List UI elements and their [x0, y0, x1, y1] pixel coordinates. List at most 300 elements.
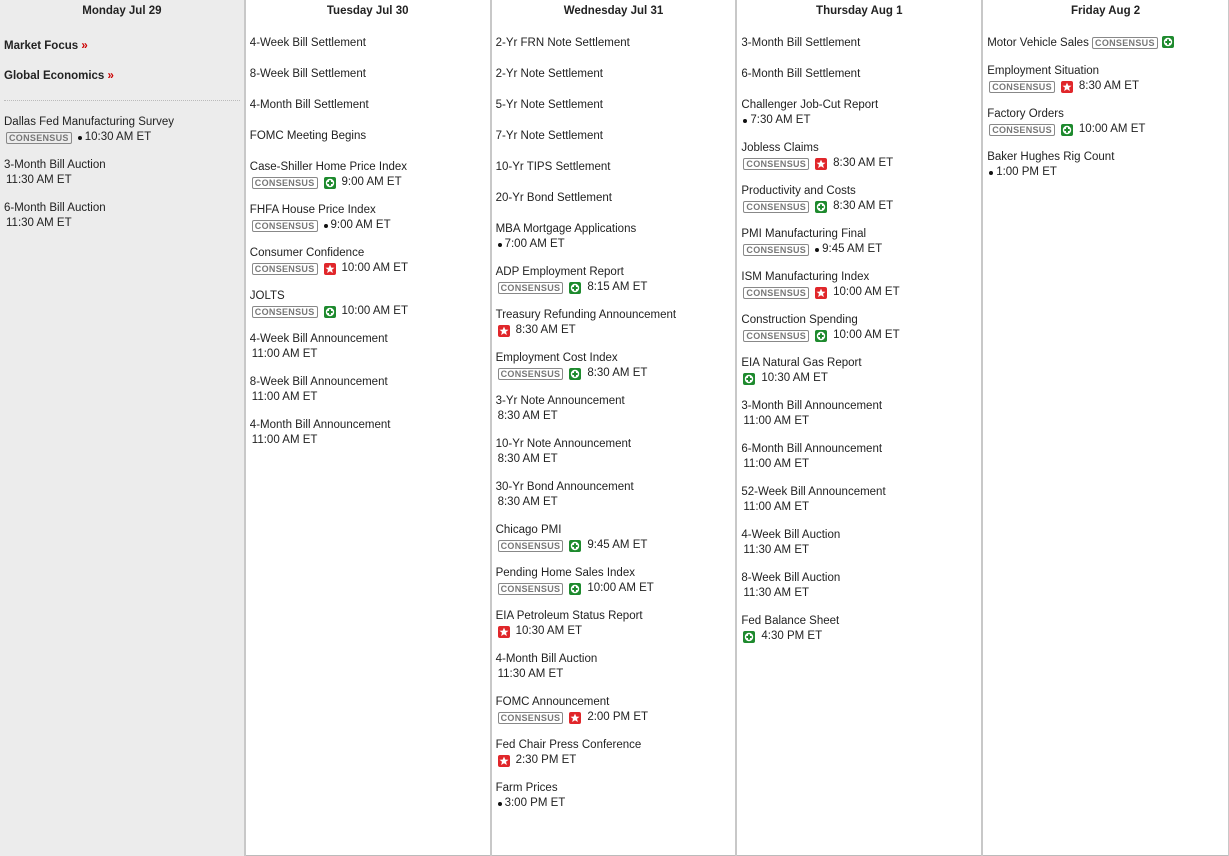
event-item[interactable] [4, 158, 240, 188]
event-name[interactable] [496, 609, 732, 624]
event-name-text[interactable]: Chicago PMI [495, 524, 562, 536]
day-header: Monday Jul 29 [82, 5, 162, 17]
event-item[interactable] [496, 695, 732, 725]
event-item[interactable] [4, 115, 240, 145]
event-name-text[interactable]: 5-Yr Note Settlement [495, 99, 603, 111]
event-name-text[interactable]: Challenger Job-Cut Report [741, 99, 879, 111]
event-item[interactable] [250, 98, 486, 113]
event-time: 1:00 PM ET [996, 166, 1057, 178]
event-name-text[interactable]: 10-Yr TIPS Settlement [495, 161, 611, 173]
event-time: 11:00 AM ET [743, 458, 810, 470]
event-time: 7:30 AM ET [750, 114, 811, 126]
event-item[interactable] [741, 141, 977, 171]
event-item[interactable] [741, 270, 977, 300]
event-name[interactable] [250, 289, 486, 304]
green-plus-icon [569, 282, 581, 294]
event-time: 11:30 AM ET [743, 587, 810, 599]
event-name[interactable] [987, 64, 1224, 79]
event-time: 10:00 AM ET [341, 262, 408, 274]
consensus-badge[interactable]: CONSENSUS [743, 158, 809, 170]
event-name-text[interactable]: 8-Week Bill Auction [741, 572, 841, 584]
consensus-badge[interactable]: CONSENSUS [252, 220, 318, 232]
event-name-text[interactable]: 2-Yr FRN Note Settlement [495, 37, 630, 49]
event-name-text[interactable]: EIA Petroleum Status Report [495, 610, 643, 622]
event-name[interactable] [4, 115, 240, 130]
event-time: 8:30 AM ET [515, 324, 576, 336]
event-name-text[interactable]: Fed Balance Sheet [741, 615, 840, 627]
red-star-icon [815, 287, 827, 299]
event-name-text[interactable]: 20-Yr Bond Settlement [495, 192, 612, 204]
event-name[interactable] [741, 485, 977, 500]
event-name[interactable] [741, 528, 977, 543]
event-item[interactable] [496, 129, 732, 144]
event-name-text[interactable]: Motor Vehicle Sales [987, 37, 1089, 49]
event-item[interactable] [250, 289, 486, 319]
event-time: 11:00 AM ET [251, 391, 318, 403]
event-meta [496, 495, 732, 510]
event-name[interactable] [496, 695, 732, 710]
event-name-text[interactable]: 8-Week Bill Settlement [249, 68, 366, 80]
event-name[interactable] [741, 67, 977, 82]
event-item[interactable] [250, 332, 486, 362]
event-item[interactable] [496, 67, 732, 82]
event-name[interactable] [496, 160, 732, 175]
event-item[interactable] [496, 222, 732, 252]
event-time: 10:00 AM ET [587, 582, 654, 594]
event-name[interactable] [496, 652, 732, 667]
event-name[interactable] [250, 418, 486, 433]
event-time: 10:00 AM ET [1078, 123, 1146, 135]
red-star-icon [1061, 81, 1073, 93]
event-name-text[interactable]: 4-Week Bill Announcement [249, 333, 388, 345]
event-meta [250, 175, 486, 190]
event-meta [987, 165, 1224, 180]
event-item[interactable] [987, 150, 1224, 180]
event-name[interactable] [741, 141, 977, 156]
event-name[interactable] [496, 351, 732, 366]
event-time: 11:30 AM ET [6, 174, 72, 186]
event-meta [4, 173, 240, 188]
event-item[interactable] [741, 571, 977, 601]
event-meta [496, 796, 732, 811]
event-item[interactable] [496, 394, 732, 424]
event-item[interactable] [741, 485, 977, 515]
event-time: 2:30 PM ET [515, 754, 577, 766]
day-events [246, 22, 490, 448]
event-meta [250, 218, 486, 233]
event-name[interactable] [496, 523, 732, 538]
event-time: 11:00 AM ET [251, 434, 318, 446]
red-star-icon [498, 755, 510, 767]
event-meta [496, 237, 732, 252]
event-name[interactable] [741, 356, 977, 371]
event-name-text[interactable]: 4-Month Bill Announcement [249, 419, 391, 431]
event-name[interactable] [496, 129, 732, 144]
event-time: 8:30 AM ET [833, 200, 894, 212]
event-meta [987, 122, 1224, 137]
event-item[interactable] [987, 36, 1224, 51]
consensus-badge[interactable]: CONSENSUS [252, 177, 318, 189]
event-item[interactable] [250, 129, 486, 144]
event-name-text[interactable]: EIA Natural Gas Report [741, 357, 862, 369]
day-column-monday-jul-29 [0, 0, 246, 856]
event-name[interactable] [4, 201, 240, 216]
event-time: 10:00 AM ET [341, 305, 408, 317]
event-name-text[interactable]: Dallas Fed Manufacturing Survey [4, 116, 175, 128]
event-name-text[interactable]: FHFA House Price Index [249, 204, 376, 216]
event-meta [741, 242, 977, 257]
event-name-text[interactable]: MBA Mortgage Applications [495, 223, 637, 235]
green-plus-icon [569, 368, 581, 380]
event-item[interactable] [496, 523, 732, 553]
event-item[interactable] [496, 480, 732, 510]
event-name-text[interactable]: Factory Orders [987, 108, 1064, 120]
consensus-badge[interactable]: CONSENSUS [498, 540, 564, 552]
event-name-text[interactable]: Case-Shiller Home Price Index [249, 161, 408, 173]
event-item[interactable] [496, 781, 732, 811]
event-name[interactable] [496, 36, 732, 51]
consensus-badge[interactable]: CONSENSUS [498, 712, 564, 724]
event-item[interactable] [741, 98, 977, 128]
day-events [0, 22, 244, 231]
double-chevron-icon: » [81, 40, 88, 52]
event-time: 8:30 AM ET [587, 367, 648, 379]
section-divider [4, 100, 240, 101]
event-name[interactable] [987, 36, 1224, 51]
event-item[interactable] [741, 313, 977, 343]
red-star-icon [324, 263, 336, 275]
event-item[interactable] [496, 566, 732, 596]
red-star-icon [498, 325, 510, 337]
event-item[interactable] [741, 528, 977, 558]
event-time: 10:30 AM ET [84, 131, 152, 143]
event-item[interactable] [250, 36, 486, 51]
event-name-text[interactable]: 6-Month Bill Auction [4, 202, 106, 214]
event-time: 2:00 PM ET [587, 711, 649, 723]
bullet-dot-icon [78, 136, 82, 140]
event-name-text[interactable]: Employment Situation [987, 65, 1100, 77]
event-item[interactable] [496, 191, 732, 206]
event-time: 10:30 AM ET [515, 625, 583, 637]
event-name-text[interactable]: PMI Manufacturing Final [741, 228, 867, 240]
event-time: 9:00 AM ET [341, 176, 402, 188]
consensus-badge[interactable]: CONSENSUS [498, 583, 564, 595]
event-meta [4, 130, 240, 145]
event-item[interactable] [250, 246, 486, 276]
event-name[interactable] [250, 203, 486, 218]
event-item[interactable] [741, 184, 977, 214]
green-plus-icon [569, 540, 581, 552]
event-item[interactable] [496, 652, 732, 682]
event-name-text[interactable]: 4-Week Bill Settlement [249, 37, 366, 49]
event-name[interactable] [741, 98, 977, 113]
bullet-dot-icon [498, 243, 502, 247]
red-star-icon [498, 626, 510, 638]
event-name[interactable] [250, 375, 486, 390]
day-events [737, 22, 981, 644]
consensus-badge[interactable]: CONSENSUS [252, 263, 318, 275]
consensus-badge[interactable]: CONSENSUS [743, 201, 809, 213]
event-name-text[interactable]: Productivity and Costs [741, 185, 856, 197]
event-name[interactable] [496, 265, 732, 280]
consensus-badge[interactable]: CONSENSUS [743, 244, 809, 256]
consensus-badge[interactable]: CONSENSUS [252, 306, 318, 318]
event-time: 11:30 AM ET [743, 544, 810, 556]
event-name[interactable] [496, 394, 732, 409]
event-name[interactable] [741, 442, 977, 457]
event-name[interactable] [987, 150, 1224, 165]
event-name[interactable] [741, 399, 977, 414]
event-name[interactable] [496, 222, 732, 237]
event-name-text[interactable]: ADP Employment Report [495, 266, 624, 278]
event-meta [741, 414, 977, 429]
event-name-text[interactable]: 10-Yr Note Announcement [495, 438, 632, 450]
consensus-badge[interactable]: CONSENSUS [743, 287, 809, 299]
event-name-text[interactable]: Fed Chair Press Conference [495, 739, 642, 751]
event-name-text[interactable]: 3-Month Bill Announcement [741, 400, 883, 412]
event-name[interactable] [741, 184, 977, 199]
double-chevron-icon: » [107, 70, 114, 82]
consensus-badge[interactable]: CONSENSUS [989, 81, 1055, 93]
event-name[interactable] [987, 107, 1224, 122]
event-item[interactable] [741, 399, 977, 429]
event-name-text[interactable]: 4-Month Bill Settlement [249, 99, 369, 111]
event-meta [496, 753, 732, 768]
link-global-economics[interactable] [4, 70, 240, 84]
event-name-text[interactable]: Employment Cost Index [495, 352, 618, 364]
event-name-text[interactable]: Treasury Refunding Announcement [495, 309, 677, 321]
event-name-text[interactable]: ISM Manufacturing Index [741, 271, 870, 283]
red-star-icon [815, 158, 827, 170]
consensus-badge[interactable]: CONSENSUS [989, 124, 1055, 136]
event-name[interactable] [496, 308, 732, 323]
consensus-badge[interactable]: CONSENSUS [498, 368, 564, 380]
event-item[interactable] [250, 160, 486, 190]
event-time: 11:00 AM ET [251, 348, 318, 360]
event-time: 9:45 AM ET [587, 539, 648, 551]
day-column-thursday-aug-1 [737, 0, 983, 856]
event-name[interactable] [496, 191, 732, 206]
event-item[interactable] [741, 614, 977, 644]
event-name-text[interactable]: 6-Month Bill Settlement [741, 68, 861, 80]
green-plus-icon [569, 583, 581, 595]
event-meta [250, 261, 486, 276]
event-time: 11:30 AM ET [6, 217, 72, 229]
event-name-text[interactable]: Jobless Claims [741, 142, 819, 154]
event-item[interactable] [741, 36, 977, 51]
event-meta [250, 390, 486, 405]
event-time: 9:00 AM ET [330, 219, 391, 231]
day-header: Friday Aug 2 [1070, 5, 1141, 17]
event-item[interactable] [496, 265, 732, 295]
event-time: 4:30 PM ET [761, 630, 823, 642]
event-item[interactable] [250, 418, 486, 448]
bullet-dot-icon [815, 248, 819, 252]
consensus-badge[interactable]: CONSENSUS [6, 132, 72, 144]
event-item[interactable] [496, 437, 732, 467]
event-item[interactable] [496, 36, 732, 51]
event-item[interactable] [250, 67, 486, 82]
event-meta [496, 710, 732, 725]
event-name[interactable] [250, 129, 486, 144]
event-name[interactable] [496, 738, 732, 753]
event-name-text[interactable]: Baker Hughes Rig Count [987, 151, 1115, 163]
day-header: Thursday Aug 1 [816, 5, 903, 17]
event-name[interactable] [741, 227, 977, 242]
event-name[interactable] [741, 614, 977, 629]
day-events [492, 22, 736, 811]
event-meta [741, 371, 977, 386]
event-time: 10:00 AM ET [833, 286, 900, 298]
event-name-text[interactable]: 3-Month Bill Auction [4, 159, 106, 171]
event-name-text[interactable]: Construction Spending [741, 314, 858, 326]
event-name[interactable] [250, 332, 486, 347]
event-time: 3:00 PM ET [504, 797, 566, 809]
event-meta [4, 216, 240, 231]
event-item[interactable] [987, 107, 1224, 137]
day-column-wednesday-jul-31 [492, 0, 738, 856]
event-meta [741, 586, 977, 601]
event-name-text[interactable]: FOMC Meeting Begins [249, 130, 367, 142]
event-item[interactable] [741, 356, 977, 386]
event-item[interactable] [250, 375, 486, 405]
event-name-text[interactable]: 6-Month Bill Announcement [741, 443, 883, 455]
event-meta [496, 667, 732, 682]
event-time: 10:30 AM ET [761, 372, 828, 384]
green-plus-icon [1061, 124, 1073, 136]
link-market-focus[interactable] [4, 40, 240, 54]
green-plus-icon [815, 330, 827, 342]
consensus-badge[interactable]: CONSENSUS [1092, 37, 1158, 49]
event-item[interactable] [496, 160, 732, 175]
event-meta [496, 452, 732, 467]
green-plus-icon [324, 306, 336, 318]
bullet-dot-icon [324, 224, 328, 228]
day-events [983, 22, 1228, 180]
event-name-text[interactable]: JOLTS [249, 290, 285, 302]
event-name-text[interactable]: 3-Month Bill Settlement [741, 37, 861, 49]
event-name[interactable] [496, 480, 732, 495]
event-time: 8:15 AM ET [587, 281, 648, 293]
day-column-friday-aug-2 [983, 0, 1229, 856]
event-name-text[interactable]: 52-Week Bill Announcement [741, 486, 886, 498]
event-item[interactable] [496, 308, 732, 338]
event-item[interactable] [496, 609, 732, 639]
event-name[interactable] [250, 160, 486, 175]
event-item[interactable] [250, 203, 486, 233]
event-item[interactable] [496, 351, 732, 381]
event-meta [250, 304, 486, 319]
event-meta [496, 366, 732, 381]
event-meta [741, 457, 977, 472]
green-plus-icon [1162, 36, 1174, 48]
event-name[interactable] [4, 158, 240, 173]
event-meta [741, 199, 977, 214]
event-meta [741, 156, 977, 171]
event-name[interactable] [741, 571, 977, 586]
event-name[interactable] [741, 270, 977, 285]
event-item[interactable] [741, 227, 977, 257]
event-meta [250, 347, 486, 362]
event-item[interactable] [496, 98, 732, 113]
event-name[interactable] [250, 36, 486, 51]
consensus-badge[interactable]: CONSENSUS [498, 282, 564, 294]
event-name-text[interactable]: 7-Yr Note Settlement [495, 130, 603, 142]
bullet-dot-icon [743, 119, 747, 123]
bullet-dot-icon [989, 171, 993, 175]
event-meta [496, 409, 732, 424]
day-header: Tuesday Jul 30 [326, 5, 409, 17]
event-name[interactable] [496, 781, 732, 796]
event-name-text[interactable]: Farm Prices [495, 782, 558, 794]
day-header: Wednesday Jul 31 [563, 5, 664, 17]
event-name-text[interactable]: Pending Home Sales Index [495, 567, 635, 579]
link-label[interactable]: Market Focus [4, 40, 79, 52]
event-meta [496, 323, 732, 338]
event-name[interactable] [250, 98, 486, 113]
event-name-text[interactable]: 8-Week Bill Announcement [249, 376, 388, 388]
event-meta [741, 500, 977, 515]
red-star-icon [569, 712, 581, 724]
event-name-text[interactable]: 4-Month Bill Auction [495, 653, 598, 665]
event-time: 11:00 AM ET [743, 415, 810, 427]
event-name[interactable] [741, 313, 977, 328]
event-meta [496, 280, 732, 295]
event-meta [496, 538, 732, 553]
event-meta [250, 433, 486, 448]
event-item[interactable] [987, 64, 1224, 94]
consensus-badge[interactable]: CONSENSUS [743, 330, 809, 342]
event-time: 7:00 AM ET [504, 238, 565, 250]
day-column-tuesday-jul-30 [246, 0, 492, 856]
event-meta [741, 285, 977, 300]
event-name[interactable] [741, 36, 977, 51]
event-name-text[interactable]: Consumer Confidence [249, 247, 365, 259]
event-time: 8:30 AM ET [497, 453, 558, 465]
event-name-text[interactable]: 3-Yr Note Announcement [495, 395, 625, 407]
event-name[interactable] [250, 246, 486, 261]
event-meta [741, 543, 977, 558]
event-name-text[interactable]: 30-Yr Bond Announcement [495, 481, 634, 493]
event-name-text[interactable]: 4-Week Bill Auction [741, 529, 841, 541]
green-plus-icon [743, 631, 755, 643]
event-name[interactable] [496, 437, 732, 452]
event-meta [496, 624, 732, 639]
event-name[interactable] [250, 67, 486, 82]
event-meta [741, 328, 977, 343]
event-time: 10:00 AM ET [833, 329, 900, 341]
event-time: 8:30 AM ET [497, 496, 558, 508]
event-meta [741, 629, 977, 644]
event-name[interactable] [496, 98, 732, 113]
event-meta [741, 113, 977, 128]
green-plus-icon [743, 373, 755, 385]
event-meta [987, 79, 1224, 94]
event-time: 11:30 AM ET [497, 668, 564, 680]
event-time: 8:30 AM ET [1078, 80, 1139, 92]
event-item[interactable] [496, 738, 732, 768]
event-name[interactable] [496, 67, 732, 82]
event-item[interactable] [4, 201, 240, 231]
event-item[interactable] [741, 67, 977, 82]
event-meta [496, 581, 732, 596]
event-name[interactable] [496, 566, 732, 581]
event-time: 8:30 AM ET [833, 157, 894, 169]
link-label[interactable]: Global Economics [4, 70, 105, 82]
event-name-text[interactable]: FOMC Announcement [495, 696, 610, 708]
event-item[interactable] [741, 442, 977, 472]
event-name-text[interactable]: 2-Yr Note Settlement [495, 68, 603, 80]
